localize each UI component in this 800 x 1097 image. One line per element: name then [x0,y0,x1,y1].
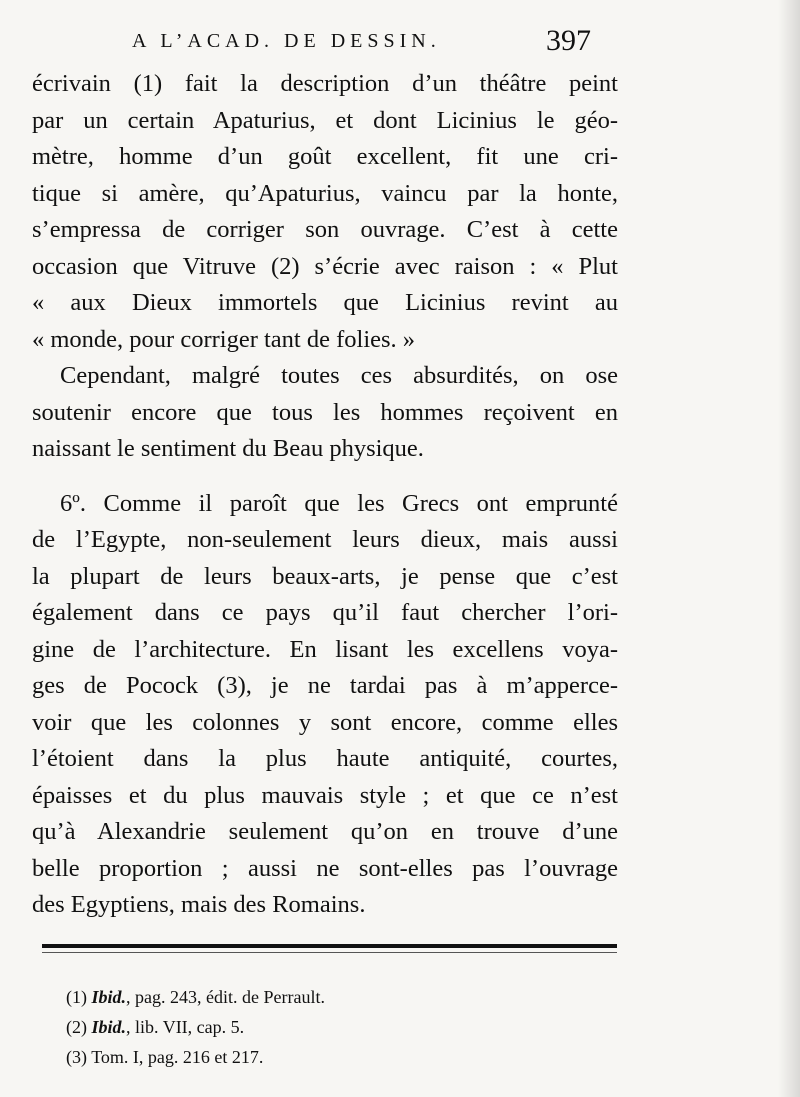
footnote-marker: (3) [66,1047,87,1067]
text-line: tique si amère, qu’Apaturius, vaincu par la honte, [32,179,618,207]
paragraph [32,358,618,468]
footnote-ref: Ibid. [91,987,127,1007]
text-line: 6º. Comme il paroît que les Grecs ont emprunté [60,489,618,517]
footnote-text: , pag. 243, édit. de Perrault. [126,987,325,1007]
footnote [66,1012,586,1042]
text-line: voir que les colonnes y sont encore, comme elles [32,708,618,736]
text-line: gine de l’architecture. En lisant les excellens voya- [32,635,618,663]
text-line: Cependant, malgré toutes ces absurdités, on ose [60,362,618,389]
text-line: ges de Pocock (3), je ne tardai pas à m’apperce- [32,672,618,699]
text-line: des Egyptiens, mais des Romains. [32,891,366,918]
footnote-separator-rule [42,944,617,948]
footnote-separator-rule-thin [42,952,617,953]
text-line: belle proportion ; aussi ne sont-elles pas l’ouvrage [32,854,618,882]
text-line: l’étoient dans la plus haute antiquité, courtes, [32,745,618,772]
text-line: écrivain (1) fait la description d’un théâtre peint [32,70,618,97]
text-line: qu’à Alexandrie seulement qu’on en trouve d’une [32,818,618,845]
footnote-text: Tom. I, pag. 216 et 217. [91,1047,264,1067]
footnotes [66,982,586,1072]
text-line: de l’Egypte, non-seulement leurs dieux, mais aussi [32,526,618,553]
footnote-marker: (1) [66,987,87,1007]
text-line: « monde, pour corriger tant de folies. » [32,325,416,353]
page-number: 397 [546,24,591,57]
footnote-ref: Ibid. [91,1017,127,1037]
text-line: naissant le sentiment du Beau physique. [32,435,424,462]
text-line: la plupart de leurs beaux-arts, je pense que c’est [32,562,618,590]
footnote [66,1042,586,1072]
footnote [66,982,586,1012]
text-line: mètre, homme d’un goût excellent, fit une cri- [32,143,618,170]
text-line: s’empressa de corriger son ouvrage. C’est à cette [32,216,618,243]
paragraph [32,66,618,358]
paragraph [32,486,618,924]
body-text [32,66,618,924]
text-line: « aux Dieux immortels que Licinius revint au [32,289,618,316]
page-edge-shadow [778,0,800,1097]
footnote-marker: (2) [66,1017,87,1037]
paragraph-gap [32,468,618,486]
running-head: A L’ACAD. DE DESSIN. [132,30,441,52]
text-line: par un certain Apaturius, et dont Licinius le géo- [32,106,618,134]
text-line: épaisses et du plus mauvais style ; et que ce n’est [32,781,618,809]
text-line: également dans ce pays qu’il faut chercher l’ori- [32,599,618,626]
footnote-text: , lib. VII, cap. 5. [126,1017,245,1037]
text-line: occasion que Vitruve (2) s’écrie avec raison : « Plut [32,252,618,280]
text-line: soutenir encore que tous les hommes reçoivent en [32,398,618,426]
